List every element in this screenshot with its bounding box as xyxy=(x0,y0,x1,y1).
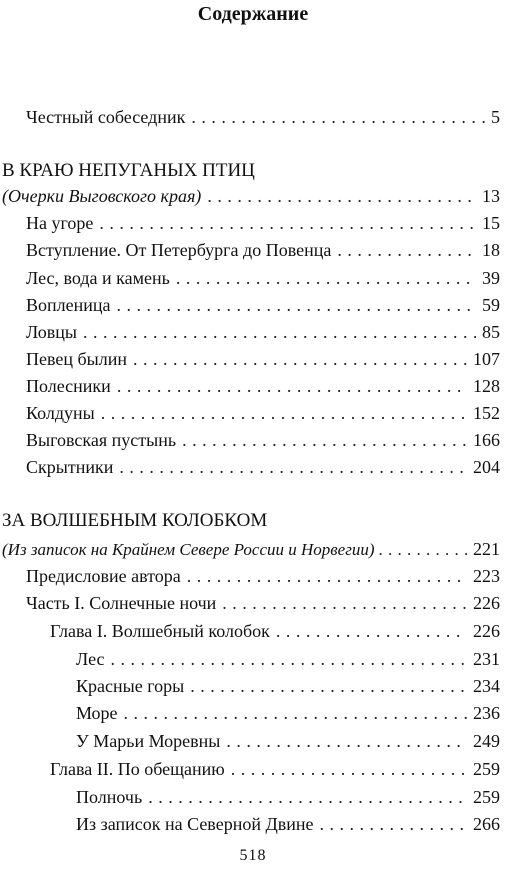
toc-entry-page: 226 xyxy=(473,593,500,613)
toc-entry[interactable] xyxy=(26,590,500,616)
leader-dots xyxy=(190,673,467,699)
toc-entry-page: 231 xyxy=(473,649,500,669)
leader-dots xyxy=(378,537,469,563)
toc-entry-page: 13 xyxy=(482,186,500,206)
toc-entry-page: 107 xyxy=(473,349,500,369)
toc-entry-label: У Марьи Моревны xyxy=(76,731,221,751)
toc-entry-label: Море xyxy=(76,703,118,723)
leader-dots xyxy=(124,700,467,726)
toc-entry[interactable] xyxy=(76,728,500,754)
toc-entry[interactable] xyxy=(26,319,500,345)
toc-entry[interactable] xyxy=(76,646,500,672)
leader-dots xyxy=(222,590,467,616)
toc-entry[interactable] xyxy=(50,618,500,644)
toc-entry-intro[interactable] xyxy=(26,104,500,130)
toc-entry-page: 128 xyxy=(473,376,500,396)
toc-entry[interactable] xyxy=(76,784,500,810)
toc-entry[interactable] xyxy=(26,346,500,372)
leader-dots xyxy=(226,728,467,754)
toc-entry-label: Лес, вода и камень xyxy=(26,268,170,288)
leader-dots xyxy=(117,373,467,399)
toc-entry-label: Полночь xyxy=(76,787,143,807)
leader-dots xyxy=(148,784,467,810)
toc-entry[interactable] xyxy=(76,700,500,726)
leader-dots xyxy=(187,563,467,589)
toc-entry-label: (Очерки Выговского края) xyxy=(2,186,202,206)
toc-entry[interactable] xyxy=(26,292,500,318)
toc-entry-label: Предисловие автора xyxy=(26,566,181,586)
section-subtitle-1[interactable] xyxy=(2,183,500,209)
leader-dots xyxy=(83,319,476,345)
leader-dots xyxy=(207,183,476,209)
toc-entry[interactable] xyxy=(76,811,500,837)
toc-entry-label: Из записок на Северной Двине xyxy=(76,814,314,834)
toc-entry-page: 259 xyxy=(473,759,500,779)
leader-dots xyxy=(101,400,467,426)
toc-entry-label: (Из записок на Крайнем Севере России и Норвегии) xyxy=(2,540,375,559)
toc-entry-page: 166 xyxy=(473,430,500,450)
toc-entry[interactable] xyxy=(50,756,500,782)
toc-entry-label: На угоре xyxy=(26,213,94,233)
toc-entry-page: 266 xyxy=(473,814,500,834)
leader-dots xyxy=(176,265,476,291)
leader-dots xyxy=(182,427,467,453)
toc-entry-label: Выговская пустынь xyxy=(26,430,177,450)
toc-entry-label: Полесники xyxy=(26,376,111,396)
leader-dots xyxy=(276,618,467,644)
leader-dots xyxy=(99,210,476,236)
toc-entry[interactable] xyxy=(26,427,500,453)
leader-dots xyxy=(133,346,467,372)
toc-entry-page: 221 xyxy=(473,539,500,559)
leader-dots xyxy=(119,454,467,480)
toc-entry[interactable] xyxy=(76,673,500,699)
leader-dots xyxy=(231,756,467,782)
leader-dots xyxy=(117,292,477,318)
toc-entry-label: Часть I. Солнечные ночи xyxy=(26,593,217,613)
toc-entry-page: 259 xyxy=(473,787,500,807)
toc-entry[interactable] xyxy=(26,237,500,263)
toc-entry-label: Певец былин xyxy=(26,349,128,369)
toc-entry-label: Скрытники xyxy=(26,457,114,477)
toc-entry[interactable] xyxy=(26,373,500,399)
toc-entry-page: 226 xyxy=(473,621,500,641)
toc-entry-page: 59 xyxy=(482,295,500,315)
section-title-1[interactable]: В КРАЮ НЕПУГАНЫХ ПТИЦ xyxy=(2,160,255,181)
toc-entry-page: 5 xyxy=(491,107,500,127)
section-title-2[interactable]: ЗА ВОЛШЕБНЫМ КОЛОБКОМ xyxy=(2,510,268,531)
toc-entry[interactable] xyxy=(26,563,500,589)
toc-entry-page: 18 xyxy=(482,240,500,260)
page-number: 518 xyxy=(239,847,267,864)
leader-dots xyxy=(337,237,476,263)
toc-entry[interactable] xyxy=(26,210,500,236)
toc-entry-page: 223 xyxy=(473,566,500,586)
toc-entry-page: 234 xyxy=(473,676,500,696)
toc-entry-label: Красные горы xyxy=(76,676,185,696)
toc-entry-label: Лес xyxy=(76,649,105,669)
toc-heading: Содержание xyxy=(197,3,309,25)
toc-entry-page: 236 xyxy=(473,703,500,723)
leader-dots xyxy=(111,646,467,672)
toc-entry-label: Вопленица xyxy=(26,295,111,315)
toc-entry-label: Честный собеседник xyxy=(26,107,186,127)
toc-entry-label: Ловцы xyxy=(26,322,77,342)
toc-entry-page: 249 xyxy=(473,731,500,751)
toc-entry-label: Глава II. По обещанию xyxy=(50,759,225,779)
toc-entry[interactable] xyxy=(26,454,500,480)
toc-entry-page: 39 xyxy=(482,268,500,288)
toc-entry[interactable] xyxy=(26,265,500,291)
toc-entry[interactable] xyxy=(26,400,500,426)
toc-entry-page: 15 xyxy=(482,213,500,233)
section-subtitle-2[interactable] xyxy=(2,536,500,563)
toc-entry-page: 85 xyxy=(482,322,500,342)
leader-dots xyxy=(320,811,468,837)
toc-entry-label: Глава I. Волшебный колобок xyxy=(50,621,270,641)
toc-entry-page: 204 xyxy=(473,457,500,477)
toc-entry-page: 152 xyxy=(473,403,500,423)
toc-entry-label: Колдуны xyxy=(26,403,95,423)
toc-entry-label: Вступление. От Петербурга до Повенца xyxy=(26,240,332,260)
leader-dots xyxy=(191,104,485,130)
